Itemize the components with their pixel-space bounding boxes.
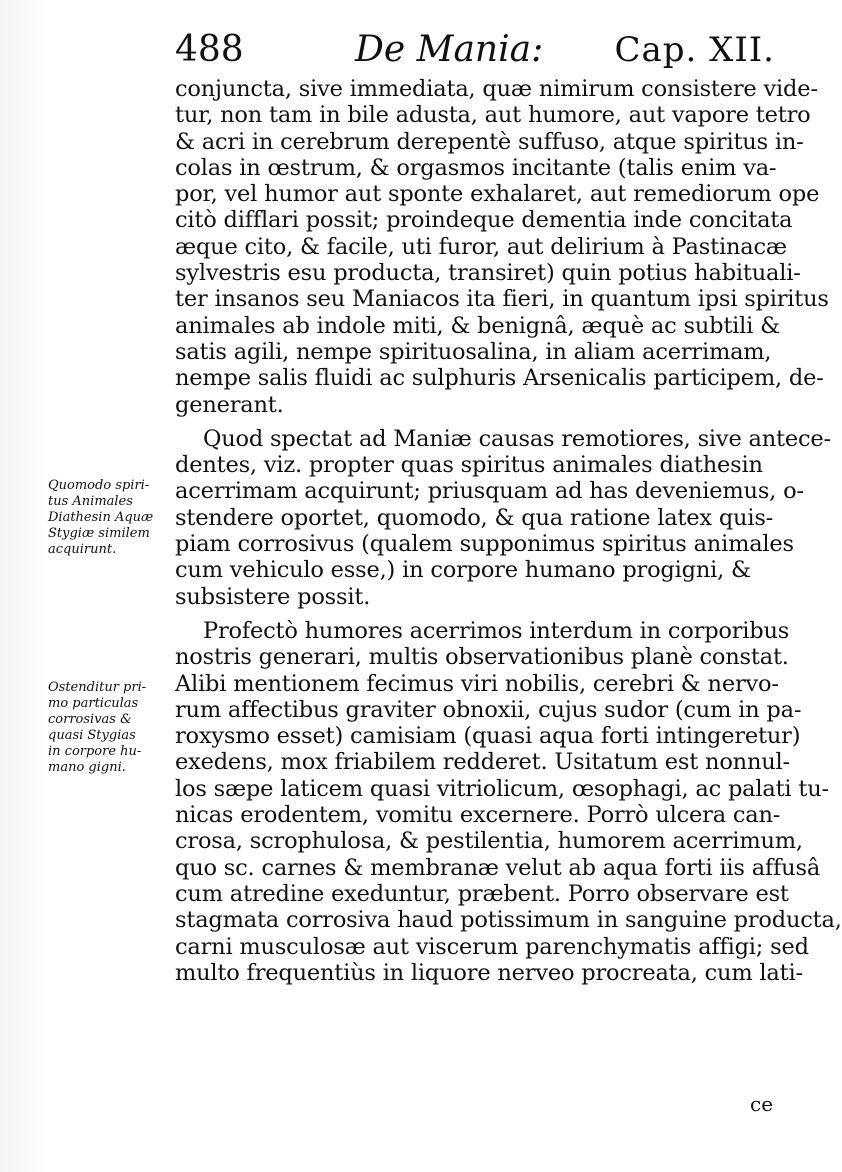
text-line: rum affectibus graviter obnoxii, cujus sudor (cum in pa- (175, 696, 802, 723)
text-line: Profectò humores acerrimos interdum in corporibus (203, 617, 790, 644)
text-line: sylvestris esu producta, transiret) quin potius habituali- (175, 260, 801, 287)
text-line: dentes, viz. propter quas spiritus animales diathesin (175, 452, 763, 479)
running-title: De Mania: (355, 29, 544, 70)
text-line: roxysmo esset) camisiam (quasi aqua forti intingeretur) (175, 723, 801, 750)
page-header (175, 20, 775, 80)
text-line: ter insanos seu Maniacos ita fieri, in quantum ipsi spiritus (175, 286, 829, 313)
paragraph-2 (175, 425, 831, 610)
text-line: multo frequentiùs in liquore nerveo procreata, cum lati- (175, 959, 803, 986)
text-line: & acri in cerebrum derepentè suffuso, atque spiritus in- (175, 128, 804, 155)
text-line: acerrimam acquirunt; priusquam ad has deveniemus, o- (175, 478, 804, 505)
margin-note-1 (48, 478, 176, 558)
text-line: por, vel humor aut sponte exhalaret, aut remediorum ope (175, 181, 820, 208)
page-number: 488 (175, 29, 244, 70)
text-line: colas in œstrum, & orgasmos incitante (talis enim va- (175, 154, 777, 181)
text-line: Alibi mentionem fecimus viri nobilis, cerebri & nervo- (175, 670, 779, 697)
text-line: nostris generari, multis observationibus planè constat. (175, 644, 789, 671)
text-line: los sæpe laticem quasi vitriolicum, œsophagi, ac palati tu- (175, 775, 829, 802)
note-line: Stygiæ similem (48, 526, 150, 541)
text-line: stendere oportet, quomodo, & qua ratione latex quis- (175, 504, 774, 531)
text-line: exedens, mox friabilem redderet. Usitatum est nonnul- (175, 749, 790, 776)
text-line: carni musculosæ aut viscerum parenchymatis affigi; sed (175, 933, 809, 960)
text-line: generant. (175, 391, 284, 418)
catchword: ce (750, 1092, 774, 1116)
note-line: acquirunt. (48, 542, 117, 557)
note-line: corrosivas & (48, 712, 132, 727)
text-line: Quod spectat ad Maniæ causas remotiores, sive antece- (203, 425, 831, 452)
text-line: cum vehiculo esse,) in corpore humano progigni, & (175, 557, 751, 584)
note-line: mo particulas (48, 696, 139, 711)
paragraph-1 (175, 76, 829, 418)
chapter-label: Cap. XII. (614, 30, 775, 70)
text-line: subsistere possit. (175, 583, 371, 610)
text-line: æque cito, & facile, uti furor, aut delirium à Pastinacæ (175, 233, 787, 260)
text-line: satis agili, nempe spirituosalina, in aliam acerrimam, (175, 338, 772, 365)
text-line: quo sc. carnes & membranæ velut ab aqua forti iis affusâ (175, 854, 821, 881)
text-line: tur, non tam in bile adusta, aut humore, aut vapore tetro (175, 102, 811, 129)
text-line: cum atredine exeduntur, præbent. Porro observare est (175, 880, 789, 907)
text-line: piam corrosivus (qualem supponimus spiritus animales (175, 531, 794, 558)
text-line: citò difflari possit; proindeque dementia inde concitata (175, 207, 793, 234)
text-line: stagmata corrosiva haud potissimum in sanguine producta, (175, 907, 842, 934)
note-line: Quomodo spiri- (48, 478, 150, 493)
note-line: Ostenditur pri- (48, 680, 147, 695)
note-line: Diathesin Aquæ (48, 510, 154, 525)
text-line: animales ab indole miti, & benignâ, æquè ac subtili & (175, 312, 780, 339)
note-line: in corpore hu- (48, 744, 142, 759)
paragraph-3 (175, 617, 842, 986)
text-line: nicas erodentem, vomitu excernere. Porrò ulcera can- (175, 802, 781, 829)
note-line: mano gigni. (48, 760, 126, 775)
margin-note-2 (48, 680, 176, 776)
note-line: tus Animales (48, 494, 133, 509)
note-line: quasi Stygias (48, 728, 136, 743)
main-text (175, 76, 842, 986)
text-line: crosa, scrophulosa, & pestilentia, humorem acerrimum, (175, 828, 803, 855)
text-line: nempe salis fluidi ac sulphuris Arsenicalis participem, de- (175, 365, 824, 392)
text-line: conjuncta, sive immediata, quæ nimirum consistere vide- (175, 76, 818, 102)
